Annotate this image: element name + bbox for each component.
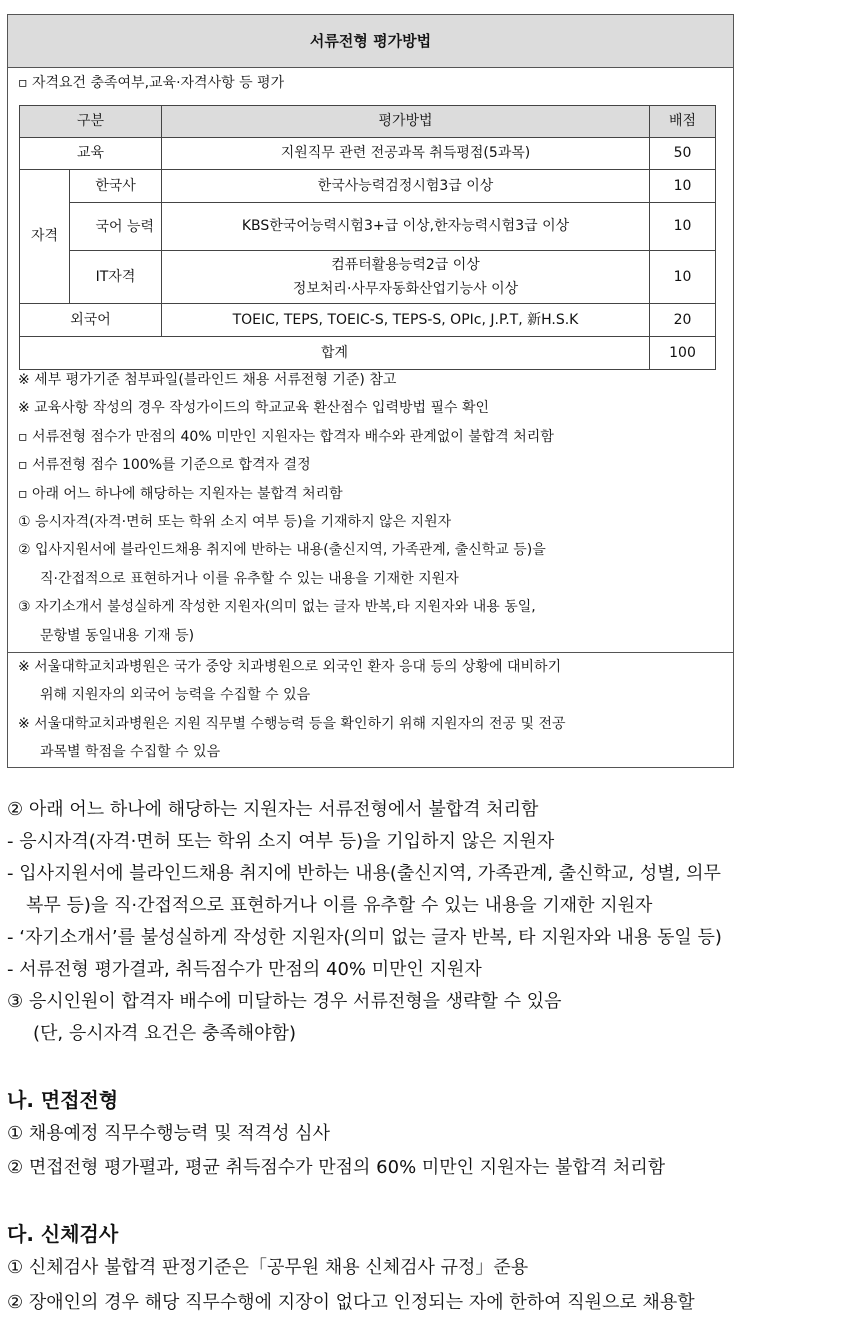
note-line: ② 입사지원서에 블라인드채용 취지에 반하는 내용(출신지역, 가족관계, 출신학교 등)을	[18, 542, 546, 558]
body-line: - 응시자격(자격·면허 또는 학위 소지 여부 등)을 기입하지 않은 지원자	[7, 831, 555, 852]
row-category: 외국어	[20, 304, 162, 337]
physical-item: ② 장애인의 경우 해당 직무수행에 지장이 없다고 인정되는 자에 한하여 직원으로 채용할	[7, 1292, 695, 1313]
total-score: 100	[650, 337, 716, 370]
note-line: ① 응시자격(자격·면허 또는 학위 소지 여부 등)을 기재하지 않은 지원자	[18, 514, 452, 530]
body-line: - 서류전형 평가결과, 취득점수가 만점의 40% 미만인 지원자	[7, 959, 482, 980]
body-line: 복무 등)을 직·간접적으로 표현하거나 이를 유추할 수 있는 내용을 기재한 지원자	[26, 895, 653, 916]
total-label: 합계	[20, 337, 650, 370]
header-score: 배점	[650, 106, 716, 138]
row-score: 20	[650, 304, 716, 337]
interview-item: ① 채용예정 직무수행능력 및 적격성 심사	[7, 1123, 330, 1144]
subcategory-text: 국어 능력	[95, 218, 155, 235]
qualification-label: 자격	[20, 170, 70, 304]
row-subcategory: IT자격	[70, 251, 162, 304]
method-line: 정보처리·사무자동화산업기능사 이상	[292, 281, 519, 297]
table-row	[20, 251, 716, 304]
note-line: 문항별 동일내용 기재 등)	[40, 628, 195, 644]
footnote-line: ※ 서울대학교치과병원은 지원 직무별 수행능력 등을 확인하기 위해 지원자의 전공 및 전공	[18, 716, 566, 732]
note-line: ③ 자기소개서 불성실하게 작성한 지원자(의미 없는 글자 반복,타 지원자와 내용 동일,	[18, 599, 536, 615]
row-method: 한국사능력검정시험3급 이상	[162, 170, 650, 203]
row-score: 10	[650, 203, 716, 251]
row-score: 50	[650, 138, 716, 170]
table-row	[20, 337, 716, 370]
row-score: 10	[650, 251, 716, 304]
box-intro: ▫ 자격요건 충족여부,교육·자격사항 등 평가	[18, 75, 285, 91]
footnote-line: ※ 서울대학교치과병원은 국가 중앙 치과병원으로 외국인 환자 응대 등의 상황에 대비하기	[18, 659, 562, 675]
footnote-line: 위해 지원자의 외국어 능력을 수집할 수 있음	[40, 687, 311, 703]
note-line: ▫ 서류전형 점수가 만점의 40% 미만인 지원자는 합격자 배수와 관계없이 불합격 처리함	[18, 429, 554, 445]
evaluation-box	[7, 14, 734, 768]
table-row	[20, 203, 716, 251]
interview-item: ② 면접전형 평가펼과, 평균 취득점수가 만점의 60% 미만인 지원자는 불합격 처리함	[7, 1157, 666, 1178]
body-line: ② 아래 어느 하나에 해당하는 지원자는 서류전형에서 불합격 처리함	[7, 799, 539, 820]
divider	[8, 652, 733, 653]
note-line: ▫ 아래 어느 하나에 해당하는 지원자는 불합격 처리함	[18, 486, 343, 502]
evaluation-table	[19, 105, 716, 370]
body-line: - 입사지원서에 블라인드채용 취지에 반하는 내용(출신지역, 가족관계, 출신학교, 성별, 의무	[7, 863, 721, 884]
row-score: 10	[650, 170, 716, 203]
note-line: 직·간접적으로 표현하거나 이를 유추할 수 있는 내용을 기재한 지원자	[40, 571, 459, 587]
footnote-line: 과목별 학점을 수집할 수 있음	[40, 744, 221, 760]
row-method: KBS한국어능력시험3+급 이상,한자능력시험3급 이상	[162, 203, 650, 251]
row-subcategory: 한국사	[70, 170, 162, 203]
header-category: 구분	[20, 106, 162, 138]
body-line: - ‘자기소개서’를 불성실하게 작성한 지원자(의미 없는 글자 반복, 타 지원자와 내용 동일 등)	[7, 927, 722, 948]
box-title: 서류전형 평가방법	[8, 15, 733, 68]
row-method: 지원직무 관련 전공과목 취득평점(5과목)	[162, 138, 650, 170]
table-row	[20, 138, 716, 170]
header-method: 평가방법	[162, 106, 650, 138]
note-line: ※ 세부 평가기준 첨부파일(블라인드 채용 서류전형 기준) 참고	[18, 372, 397, 388]
table-row	[20, 170, 716, 203]
row-method	[162, 251, 650, 304]
row-category: 교육	[20, 138, 162, 170]
method-line: 컴퓨터활용능력2급 이상	[331, 257, 480, 273]
row-method: TOEIC, TEPS, TOEIC-S, TEPS-S, OPIc, J.P.T, 新H.S.K	[162, 304, 650, 337]
physical-heading: 다. 신체검사	[7, 1222, 119, 1246]
physical-item: ① 신체검사 불합격 판정기준은「공무원 채용 신체검사 규정」준용	[7, 1257, 529, 1278]
body-line: (단, 응시자격 요건은 충족해야함)	[33, 1023, 296, 1044]
note-line: ▫ 서류전형 점수 100%를 기준으로 합격자 결정	[18, 457, 311, 473]
body-line: ③ 응시인원이 합격자 배수에 미달하는 경우 서류전형을 생략할 수 있음	[7, 991, 562, 1012]
table-row	[20, 304, 716, 337]
interview-heading: 나. 면접전형	[7, 1088, 119, 1112]
row-subcategory	[70, 203, 162, 251]
note-line: ※ 교육사항 작성의 경우 작성가이드의 학교교육 환산점수 입력방법 필수 확인	[18, 400, 490, 416]
